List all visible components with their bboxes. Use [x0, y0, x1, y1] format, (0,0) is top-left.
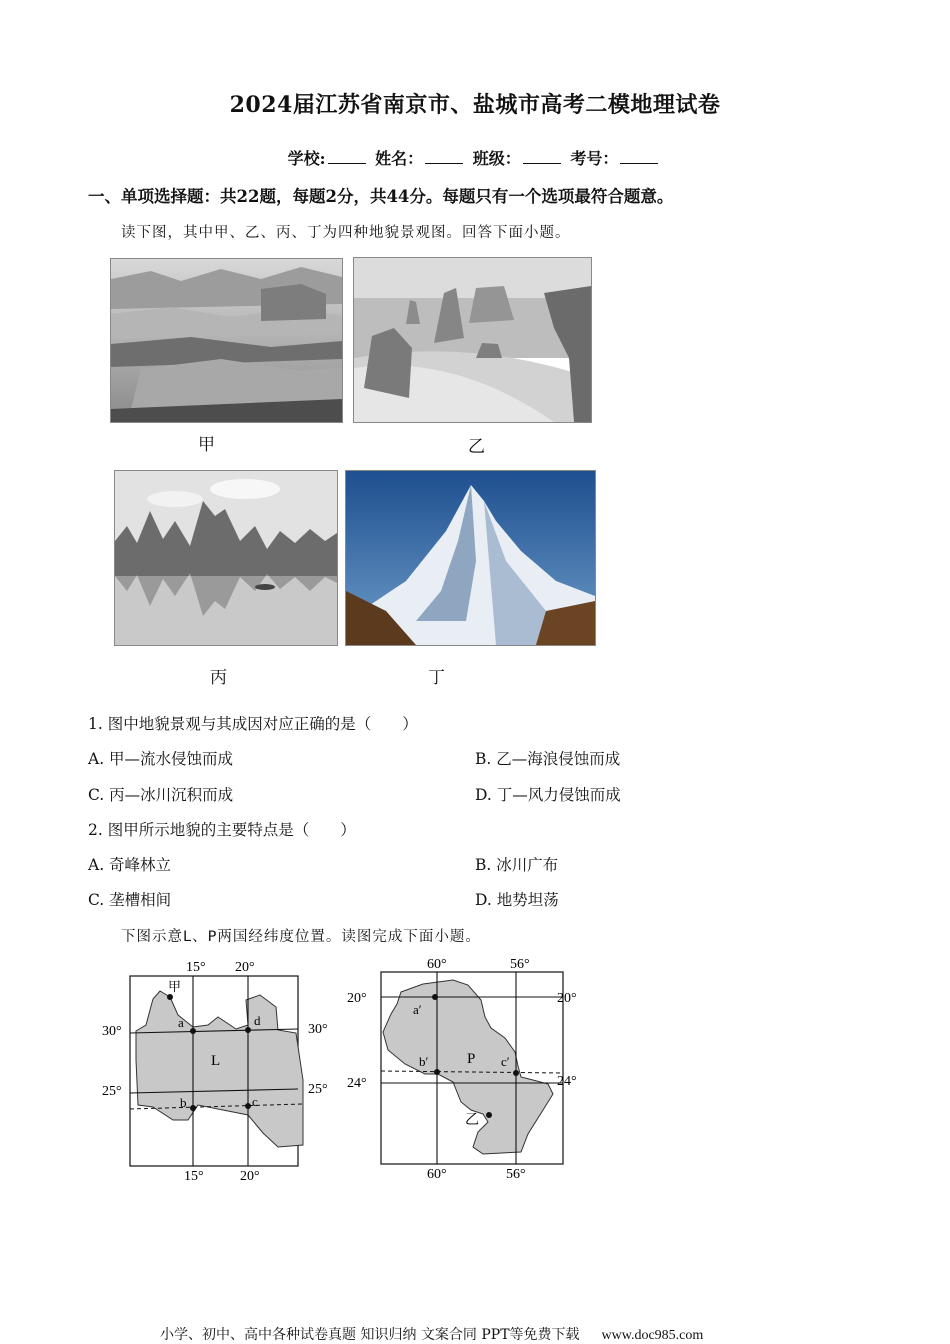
map-p-bottom-lon-56: 56°: [506, 1167, 526, 1182]
map-l-point-a: a: [178, 1015, 184, 1030]
map-p-point-b-prime: b′: [419, 1054, 429, 1069]
snow-mountain-photo: [345, 470, 596, 646]
question-2-option-d[interactable]: D. 地势坦荡: [475, 891, 559, 909]
map-p-country-label: P: [467, 1051, 476, 1067]
exam-title: 2024届江苏省南京市、盐城市高考二模地理试卷: [229, 92, 721, 118]
map-p-lat-24-left: 24°: [347, 1076, 367, 1091]
map-l-top-lon-20: 20°: [235, 960, 255, 975]
map-country-l: [98, 955, 348, 1185]
class-label: 班级：: [472, 149, 521, 168]
map-p-lat-24-right: 24°: [557, 1074, 577, 1089]
map-p-lat-20-left: 20°: [347, 991, 367, 1006]
question-1-option-b[interactable]: B. 乙—海浪侵蚀而成: [475, 750, 621, 768]
map-l-point-b: b: [180, 1095, 187, 1110]
point-c-marker: [245, 1103, 251, 1109]
point-b-marker: [190, 1105, 196, 1111]
point-a-marker: [190, 1028, 196, 1034]
student-info-line: [0, 146, 950, 169]
point-b-prime-marker: [434, 1069, 440, 1075]
footer: [160, 1324, 703, 1344]
name-label: 姓名：: [375, 149, 424, 168]
name-blank[interactable]: [425, 149, 463, 164]
yardang-landform-photo: [110, 258, 343, 423]
point-c-prime-marker: [513, 1070, 519, 1076]
point-d-marker: [245, 1027, 251, 1033]
map-l-lat-25-right: 25°: [308, 1082, 328, 1097]
map-p-top-lon-56: 56°: [510, 957, 530, 972]
map-country-p: [343, 952, 588, 1187]
map-l-bottom-lon-15: 15°: [184, 1169, 204, 1184]
map-p-bottom-lon-60: 60°: [427, 1167, 447, 1182]
map-l-lat-30-right: 30°: [308, 1022, 328, 1037]
footer-site-link[interactable]: www.doc985.com: [601, 1328, 704, 1343]
map-p-point-yi: 乙: [465, 1113, 479, 1128]
map-l-lat-30-left: 30°: [102, 1024, 122, 1039]
map-l-point-jia: 甲: [168, 979, 182, 994]
point-a-prime-marker: [432, 994, 438, 1000]
point-jia-marker: [167, 994, 173, 1000]
question-1-stem: 1. 图中地貌景观与其成因对应正确的是（ ）: [88, 715, 418, 733]
map-l-bottom-lon-20: 20°: [240, 1169, 260, 1184]
class-blank[interactable]: [523, 149, 561, 164]
question-1-option-c[interactable]: C. 丙—冰川沉积而成: [88, 786, 234, 804]
question-2-option-a[interactable]: A. 奇峰林立: [88, 856, 172, 874]
photo-caption-yi: 乙: [468, 437, 485, 457]
karst-river-photo: [114, 470, 338, 646]
map-p-point-a-prime: a′: [413, 1002, 422, 1017]
map-l-lat-25-left: 25°: [102, 1084, 122, 1099]
photo-caption-ding: 丁: [428, 668, 445, 688]
id-blank[interactable]: [620, 149, 658, 164]
question-2-stem: 2. 图甲所示地貌的主要特点是（ ）: [88, 821, 356, 839]
map-p-lat-20-right: 20°: [557, 991, 577, 1006]
question-1-option-d[interactable]: D. 丁—风力侵蚀而成: [475, 786, 621, 804]
map-l-top-lon-15: 15°: [186, 960, 206, 975]
question-2-option-c[interactable]: C. 垄槽相间: [88, 891, 172, 909]
group1-intro: 读下图，其中甲、乙、丙、丁为四种地貌景观图。回答下面小题。: [121, 225, 571, 241]
group2-intro: 下图示意L、P两国经纬度位置。读图完成下面小题。: [121, 929, 481, 945]
question-2-option-b[interactable]: B. 冰川广布: [475, 856, 559, 874]
map-l-point-d: d: [254, 1013, 261, 1028]
point-yi-marker: [486, 1112, 492, 1118]
school-blank[interactable]: [328, 149, 366, 164]
footer-text: 小学、初中、高中各种试卷真题 知识归纳 文案合同 PPT等免费下载: [160, 1327, 580, 1343]
section-heading: 一、单项选择题：共22题，每题2分，共44分。每题只有一个选项最符合题意。: [88, 187, 674, 206]
photo-caption-bing: 丙: [210, 668, 227, 688]
map-l-point-c: c: [252, 1094, 258, 1109]
id-label: 考号：: [570, 149, 619, 168]
map-p-top-lon-60: 60°: [427, 957, 447, 972]
photo-caption-jia: 甲: [198, 435, 215, 455]
school-label: 学校:: [287, 149, 326, 168]
map-p-point-c-prime: c′: [501, 1054, 510, 1069]
sea-stack-coast-photo: [353, 257, 592, 423]
map-l-country-label: L: [211, 1053, 221, 1069]
question-1-option-a[interactable]: A. 甲—流水侵蚀而成: [88, 750, 234, 768]
